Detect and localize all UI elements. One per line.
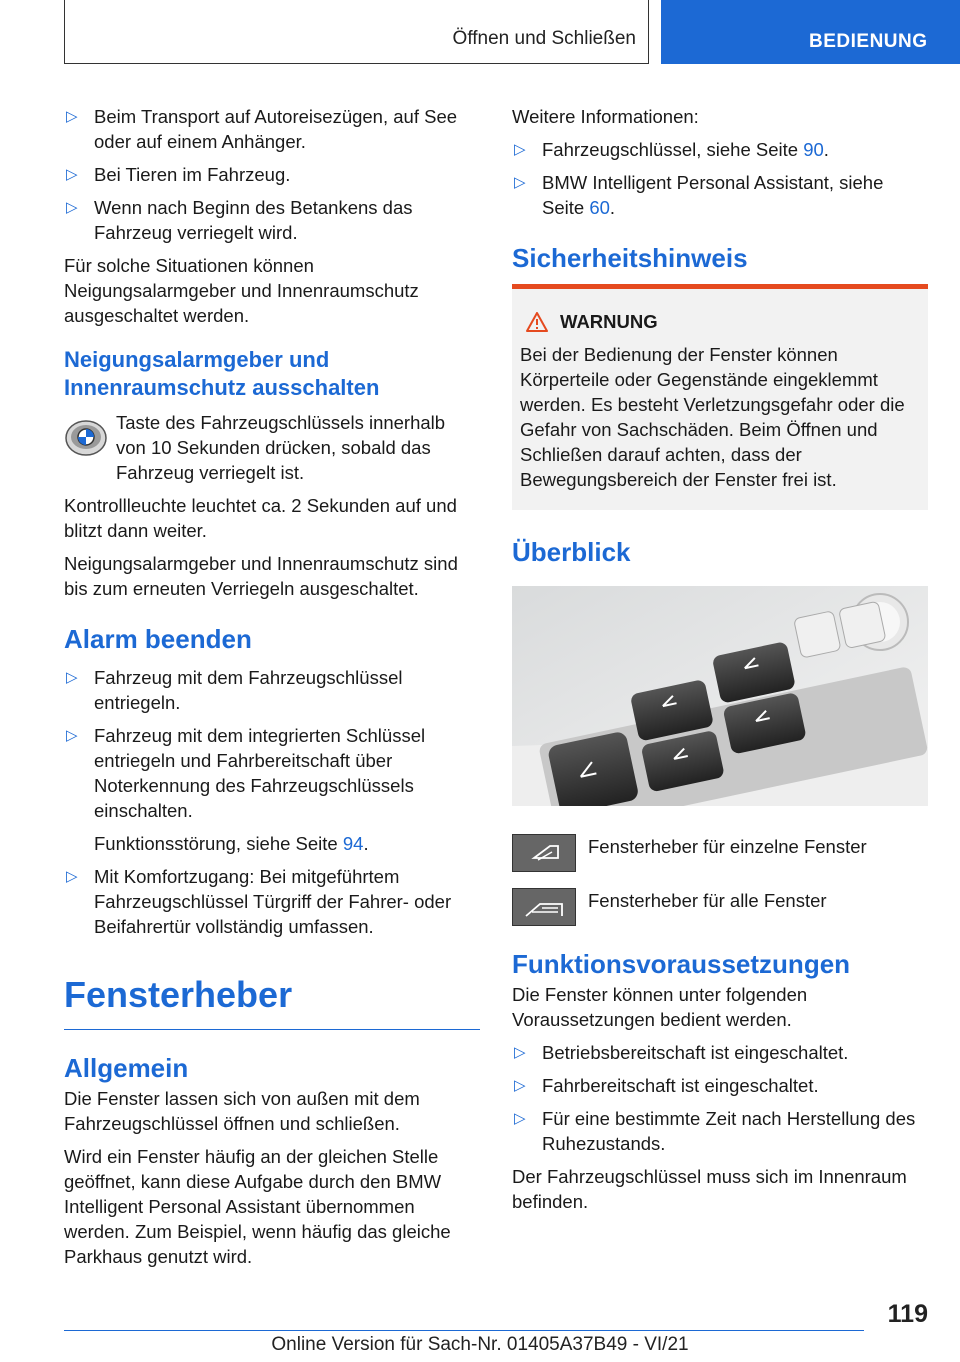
paragraph: Weitere Informationen: [512, 106, 699, 127]
bullet-triangle-icon: ▷ [514, 174, 526, 191]
key-instruction: Taste des Fahrzeugschlüssels innerhalb von 10 Sekunden drücken, sobald das Fahrzeug verriegelt ist. [64, 410, 480, 485]
heading-fensterheber: Fensterheber [64, 974, 293, 1015]
heading-allgemein: Allgemein [64, 1053, 189, 1083]
list-item: ▷ Bei Tieren im Fahrzeug. [66, 164, 291, 185]
info-list [512, 137, 928, 220]
window-switch-photo [512, 586, 928, 806]
bullet-triangle-icon: ▷ [66, 727, 78, 744]
single-window-switch-icon [512, 834, 576, 872]
heading-neigung: Neigungsalarmgeber und Innenraumschutz ausschalten [64, 347, 380, 400]
list-item: ▷ Mit Komfortzugang: Bei mitgeführtem Fahrzeugschlüssel Türgriff der Fahrer- oder Beifahrertür vollständig umfassen. [66, 866, 452, 937]
page-link-94[interactable]: 94 [342, 833, 364, 854]
bullet-triangle-icon: ▷ [514, 1077, 526, 1094]
page-number: 119 [887, 1300, 928, 1328]
bullet-triangle-icon: ▷ [514, 141, 526, 158]
bullet-triangle-icon: ▷ [66, 166, 78, 183]
right-column [512, 104, 928, 1222]
alarm-list-cont [64, 864, 480, 939]
list-item: ▷ Fahrzeugschlüssel, siehe Seite 90. [514, 139, 829, 160]
heading-funktion: Funktionsvoraussetzungen [512, 949, 851, 979]
paragraph: Für solche Situationen können Neigungsalarmgeber und Innenraumschutz ausgeschaltet werden. [64, 255, 419, 326]
paragraph: Die Fenster können unter folgenden Voraussetzungen bedient werden. [512, 984, 808, 1030]
situation-list [64, 104, 480, 245]
warning-header: WARNUNG [520, 309, 920, 334]
list-item: ▷ Fahrbereitschaft ist eingeschaltet. [514, 1075, 819, 1096]
bullet-triangle-icon: ▷ [66, 669, 78, 686]
heading-ueberblick: Überblick [512, 537, 631, 567]
bullet-triangle-icon: ▷ [514, 1110, 526, 1127]
paragraph: Wird ein Fenster häufig an der gleichen Stelle geöffnet, kann diese Aufgabe durch den BMW Intelligent Personal Assistant übernommen werden. Zum Beispiel, wenn häufig das gleiche Parkhaus genutzt wird. [64, 1146, 451, 1267]
heading-rule [64, 1029, 480, 1030]
footer-rule [64, 1330, 864, 1331]
page-link-90[interactable]: 90 [803, 139, 824, 160]
page-link-60[interactable]: 60 [589, 197, 610, 218]
section-tab[interactable] [661, 0, 960, 64]
list-item: ▷ BMW Intelligent Personal Assistant, siehe Seite 60. [514, 172, 884, 218]
heading-sicherheit: Sicherheitshinweis [512, 243, 748, 273]
paragraph: Neigungsalarmgeber und Innenraumschutz sind bis zum erneuten Verriegeln ausgeschaltet. [64, 553, 458, 599]
list-item: ▷ Betriebsbereitschaft ist eingeschaltet. [514, 1042, 849, 1063]
bullet-triangle-icon: ▷ [66, 199, 78, 216]
list-item: ▷ Beim Transport auf Autoreisezügen, auf See oder auf einem Anhänger. [66, 106, 458, 152]
bullet-triangle-icon: ▷ [514, 1044, 526, 1061]
all-windows-switch-icon [512, 888, 576, 926]
condition-list [512, 1040, 928, 1156]
list-item: ▷ Wenn nach Beginn des Betankens das Fahrzeug verriegelt wird. [66, 197, 413, 243]
section-tab-label: BEDIENUNG [809, 31, 928, 52]
cross-reference: Funktionsstörung, siehe Seite 94. [94, 833, 369, 854]
bmw-key-icon [64, 414, 108, 458]
paragraph: Kontrollleuchte leuchtet ca. 2 Sekunden auf und blitzt dann weiter. [64, 495, 457, 541]
paragraph: Die Fenster lassen sich von außen mit dem Fahrzeugschlüssel öffnen und schließen. [64, 1088, 420, 1134]
footer-version: Online Version für Sach-Nr. 01405A37B49 - VI/21 [271, 1334, 689, 1355]
bullet-triangle-icon: ▷ [66, 108, 78, 125]
warning-text: Bei der Bedienung der Fenster können Körperteile oder Gegenstände eingeklemmt werden. Es besteht Verletzungsgefahr oder die Gefahr von Sachschäden. Beim Öffnen und Schließen darauf achten, dass der Bewegungsbereich der Fenster frei ist. [520, 344, 905, 490]
list-item: ▷ Für eine bestimmte Zeit nach Herstellung des Ruhezustands. [514, 1108, 916, 1154]
list-item: ▷ Fahrzeug mit dem Fahrzeugschlüssel entriegeln. [66, 667, 403, 713]
warning-triangle-icon [526, 312, 548, 332]
chapter-title: Öffnen und Schließen [452, 28, 636, 49]
alarm-list [64, 665, 480, 823]
list-item: ▷ Fahrzeug mit dem integrierten Schlüssel entriegeln und Fahrbereitschaft über Noterkennung des Fahrzeugschlüssels einschalten. [66, 725, 426, 821]
warning-box [512, 284, 928, 510]
bullet-triangle-icon: ▷ [66, 868, 78, 885]
legend-single-window: Fensterheber für einzelne Fenster [512, 834, 928, 872]
heading-alarm: Alarm beenden [64, 624, 252, 654]
header-box [64, 0, 649, 64]
left-column [64, 104, 480, 1277]
legend-all-windows: Fensterheber für alle Fenster [512, 888, 928, 926]
paragraph: Der Fahrzeugschlüssel muss sich im Innenraum befinden. [512, 1166, 907, 1212]
